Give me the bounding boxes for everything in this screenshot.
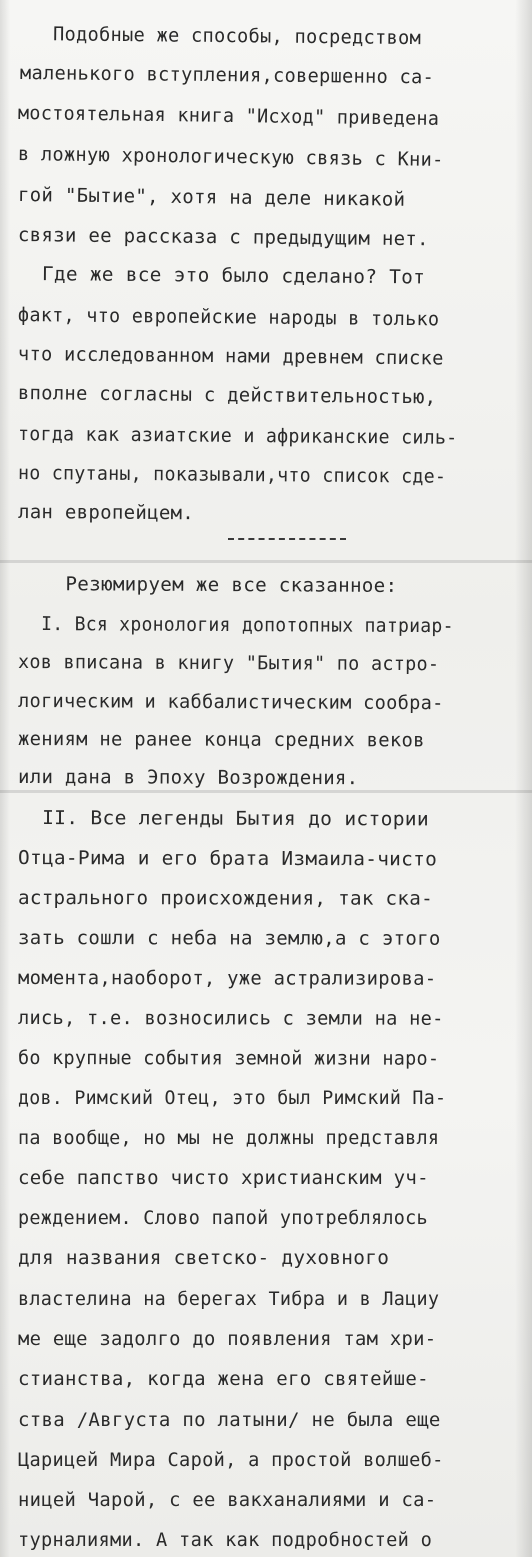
text-line: гой "Бытие", хотя на деле никакой: [17, 184, 406, 211]
section-divider: [228, 538, 346, 540]
text-line: логическим и каббалистическим сообра-: [17, 690, 444, 715]
paper-fold: [0, 790, 532, 793]
text-line: властелина на берегах Тибра и в Лациу: [18, 1288, 440, 1310]
text-line: в ложную хронологическую связь с Кни-: [17, 143, 444, 171]
text-line: Резюмируем же все сказанное:: [17, 573, 398, 597]
text-line: для названия светско- духовного: [18, 1247, 390, 1269]
text-line: лан европейцем.: [17, 501, 195, 525]
text-line: ства /Августа по латыни/ не была еще: [18, 1409, 441, 1431]
text-line: вполне согласны с действительностью,: [17, 382, 437, 409]
text-line: что исследованном нами древнем списке: [17, 343, 444, 370]
text-line: II. Все легенды Бытия до истории: [29, 807, 430, 831]
text-line: астрального происхождения, так ска-: [17, 887, 434, 910]
text-line: Подобные же способы, посредством: [29, 23, 422, 50]
text-line: ницей Чарой, с ее вакханалиями и са-: [18, 1489, 437, 1511]
text-line: лись, т.е. возносились с земли на не-: [17, 1007, 444, 1030]
text-line: факт, что европейские народы в только: [17, 304, 440, 331]
text-line: себе папство чисто христианским уч-: [18, 1167, 429, 1189]
text-line: момента,наоборот, уже астрализирова-: [17, 967, 437, 990]
text-line: зать сошли с неба на землю,а с этого: [17, 927, 441, 950]
text-line: но спутаны, показывали,что список сде-: [17, 462, 447, 488]
text-line: мостоятельная книга "Исход" приведена: [17, 102, 440, 130]
text-line: маленького вступления,совершенно са-: [19, 62, 435, 89]
text-line: турналиями. А так как подробностей о: [18, 1529, 433, 1551]
text-line: I. Вся хронология допотопных патриар-: [29, 613, 454, 638]
text-line: реждением. Слово папой употреблялось: [18, 1207, 428, 1229]
text-line: дов. Римский Отец, это был Римский Па-: [18, 1087, 447, 1109]
text-line: хов вписана в книгу "Бытия" по астро-: [17, 651, 440, 676]
text-line: Отца-Рима и его брата Измаила-чисто: [17, 847, 438, 871]
text-line: Где же все это было сделано? Тот: [29, 263, 426, 289]
paper-fold: [0, 560, 532, 563]
text-line: жениям не ранее конца средних веков: [17, 728, 425, 752]
text-line: стианства, когда жена его святейше-: [18, 1368, 429, 1390]
text-line: или дана в Эпоху Возрождения.: [17, 766, 359, 790]
text-line: бо крупные события земной жизни наро-: [17, 1047, 440, 1070]
text-line: тогда как азиатские и африканские силь-: [17, 423, 458, 449]
text-line: ме еще задолго до появления там хри-: [18, 1328, 437, 1350]
text-line: связи ее рассказа с предыдущим нет.: [17, 224, 429, 251]
text-line: па вообще, но мы не должны представля: [18, 1127, 440, 1149]
text-line: Царицей Мира Сарой, а простой волшеб-: [18, 1449, 444, 1471]
